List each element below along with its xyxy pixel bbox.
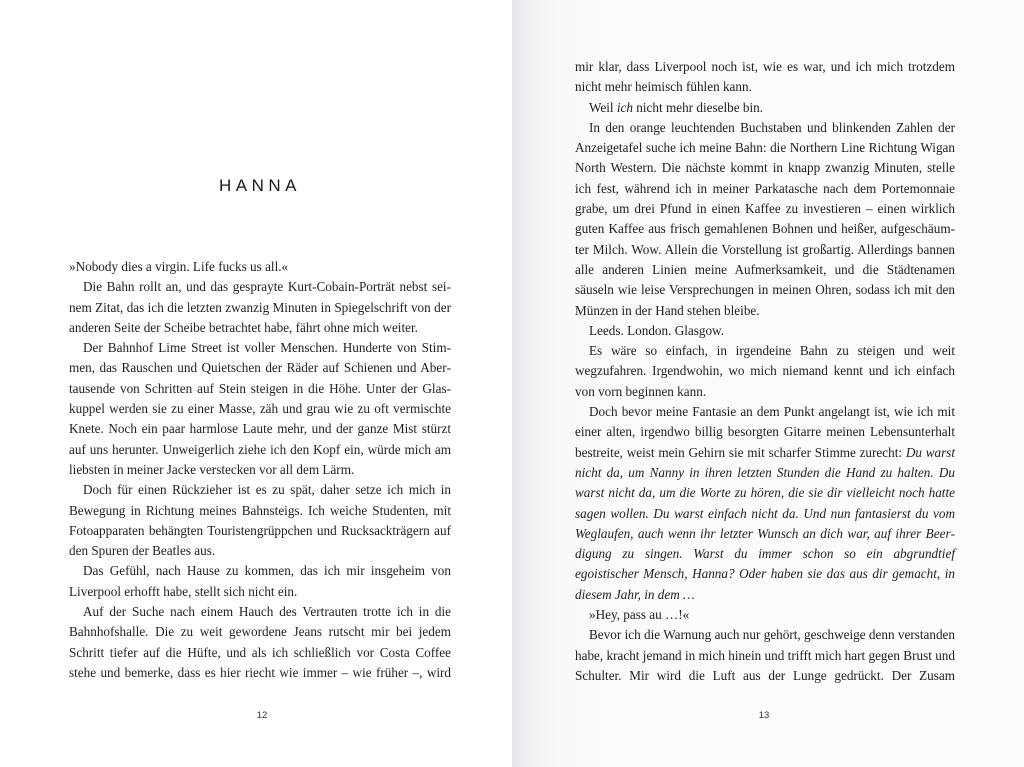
paragraph: Das Gefühl, nach Hause zu kommen, das ich mir insgeheim von Liverpool erhofft habe, stellt sich nicht ein. bbox=[69, 563, 451, 599]
paragraph: Der Bahnhof Lime Street ist voller Menschen. Hunderte von Stimmen, das Rauschen und Quietschen der Räder auf Schienen und Abertausende von Schritten auf Stein steigen in die Höhe. Unter der Glaskuppel werden sie zu einer Masse, zäh und grau wie zu oft vermischte Knete. Noch ein paar harmlose Laute mehr, und der ganze Mist stürzt auf uns herunter. Unweigerlich ziehe ich den Kopf ein, würde mich am liebsten in meiner Jacke verstecken vor all dem Lärm. bbox=[69, 340, 451, 477]
paragraph: Auf der Suche nach einem Hauch des Vertrauten trotte ich in die Bahnhofshalle. Die zu weit gewordene Jeans rutscht mir bei jedem Schritt tiefer auf die Hüfte, und als ich schließlich vor Costa Coffee stehe und bemerke, dass es hier riecht wie immer – wie früher –, wird bbox=[69, 604, 451, 680]
left-page-text bbox=[69, 257, 451, 683]
right-page-text bbox=[575, 57, 955, 686]
text-run: Doch bevor meine Fantasie an dem Punkt angelangt ist, wie ich mit einer alten, irgendwo billig besorgten Gitarre meinen Lebensunterhalt bestreite, weist mein Gehirn sie mit scharfer Stimme zurecht: bbox=[575, 404, 955, 460]
text-run: nicht mehr dieselbe bin. bbox=[633, 99, 764, 115]
paragraph: In den orange leuchtenden Buchstaben und blinkenden Zahlen der Anzeigetafel suche ich meine Bahn: die Northern Line Richtung Wigan North Western. Die nächste kommt in knapp zwanzig Minuten, stelle ich fest, während ich in meiner Parkatasche nach dem Portemonnaie grabe, um drei Pfund in einen Kaffee zu investieren – einen wirklich guten Kaffee aus frisch gemahlenen Bohnen und heißer, aufgeschäumter Milch. Wow. Allein die Vorstellung ist großartig. Allerdings bannen alle anderen Linien meine Aufmerksamkeit, und die Städtenamen säuseln wie leise Versprechungen in meinen Ohren, sodass ich mit den Münzen in der Hand stehen bleibe. bbox=[575, 119, 955, 318]
paragraph: Es wäre so einfach, in irgendeine Bahn zu steigen und weit wegzufahren. Irgendwohin, wo mich niemand kennt und ich einfach von vorn beginnen kann. bbox=[575, 343, 955, 399]
paragraph: Leeds. London. Glasgow. bbox=[589, 322, 725, 338]
chapter-title: HANNA bbox=[218, 176, 301, 195]
paragraph: Bevor ich die Warnung auch nur gehört, geschweige denn verstanden habe, kracht jemand in mich hinein und trifft mich hart gegen Brust und Schulter. Mir wird die Luft aus der Lunge gedrückt. Der Zusam bbox=[575, 627, 955, 683]
paragraph: »Nobody dies a virgin. Life fucks us all.« bbox=[69, 259, 289, 274]
text-run: Weil bbox=[589, 99, 617, 115]
paragraph: »Hey, pass au …!« bbox=[589, 607, 690, 623]
emphasis: Du warst nicht da, um Nanny in ihren letzten Stunden die Hand zu halten. Du warst nicht da, um die Worte zu hören, die sie dir vielleicht noch hatte sagen wollen. Du warst einfach nicht da. Und nun fantasierst du vom Weglaufen, auch wenn ihr letzter Wunsch an dich war, auf ihrer Beerdigung zu singen. Warst du immer schon so ein abgrundtief egoistischer Mensch, Hanna? Oder haben sie das aus dir gemacht, in diesem Jahr, in dem … bbox=[575, 444, 956, 602]
paragraph: Die Bahn rollt an, und das gesprayte Kurt-Cobain-Porträt nebst seinem Zitat, das ich die letzten zwanzig Minuten in Spiegelschrift von der anderen Seite der Scheibe betrachtet habe, fährt ohne mich weiter. bbox=[69, 279, 451, 335]
emphasis: ich bbox=[616, 99, 633, 115]
paragraph bbox=[575, 98, 955, 118]
paragraph: Doch für einen Rückzieher ist es zu spät, daher setze ich mich in Bewegung in Richtung meines Bahnsteigs. Ich weiche Studenten, mit Fotoapparaten behängten Touristengrüppchen und Rucksackträgern auf den Spuren der Beatles aus. bbox=[69, 482, 451, 559]
right-page bbox=[512, 0, 1024, 767]
paragraph bbox=[575, 402, 955, 605]
page-number-left: 12 bbox=[256, 710, 268, 721]
page-number-right: 13 bbox=[758, 710, 770, 721]
paragraph: mir klar, dass Liverpool noch ist, wie es war, und ich mich trotzdem nicht mehr heimisch fühlen kann. bbox=[575, 59, 955, 95]
